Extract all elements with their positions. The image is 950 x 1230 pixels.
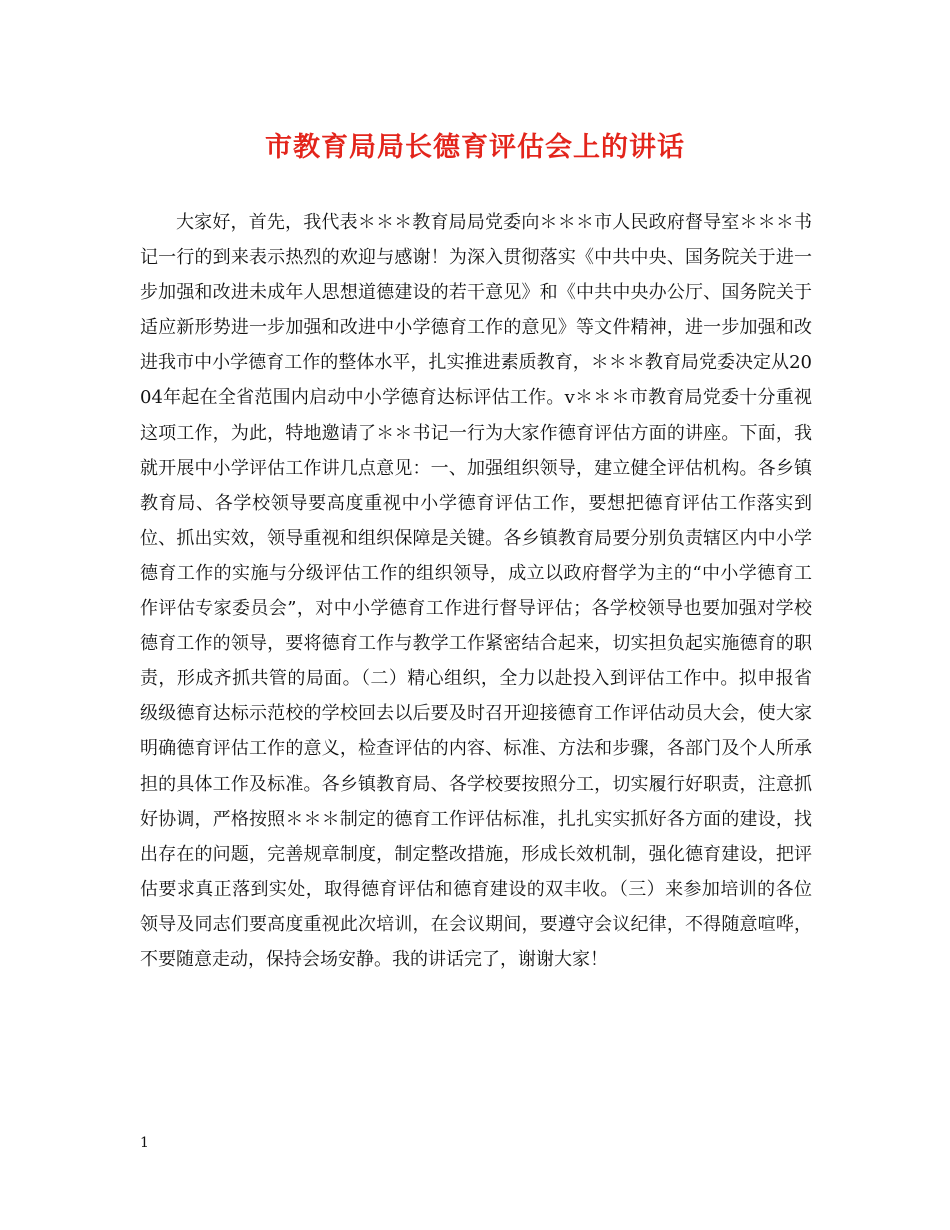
document-title: 市教育局局长德育评估会上的讲话 — [265, 132, 685, 163]
page-number: 1 — [140, 1135, 149, 1151]
document-body-paragraph: 大家好，首先，我代表＊＊＊教育局局党委向＊＊＊市人民政府督导室＊＊＊书记一行的到来表示热烈的欢迎与感谢！为深入贯彻落实《中共中央、国务院关于进一步加强和改进未成年人思想道德建设的若干意见》和《中共中央办公厅、国务院关于适应新形势进一步加强和改进中小学德育工作的意见》等文件精神，进一步加强和改进我市中小学德育工作的整体水平，扎实推进素质教育，＊＊＊教育局党委决定从2004年起在全省范围内启动中小学德育达标评估工作。v＊＊＊市教育局党委十分重视这项工作，为此，特地邀请了＊＊书记一行为大家作德育评估方面的讲座。下面，我就开展中小学评估工作讲几点意见：一、加强组织领导，建立健全评估机构。各乡镇教育局、各学校领导要高度重视中小学德育评估工作，要想把德育评估工作落实到位、抓出实效，领导重视和组织保障是关键。各乡镇教育局要分别负责辖区内中小学德育工作的实施与分级评估工作的组织领导，成立以政府督学为主的“中小学德育工作评估专家委员会”，对中小学德育工作进行督导评估；各学校领导也要加强对学校德育工作的领导，要将德育工作与教学工作紧密结合起来，切实担负起实施德育的职责，形成齐抓共管的局面。（二）精心组织，全力以赴投入到评估工作中。拟申报省级级德育达标示范校的学校回去以后要及时召开迎接德育工作评估动员大会，使大家明确德育评估工作的意义，检查评估的内容、标准、方法和步骤，各部门及个人所承担的具体工作及标准。各乡镇教育局、各学校要按照分工，切实履行好职责，注意抓好协调，严格按照＊＊＊制定的德育工作评估标准，扎扎实实抓好各方面的建设，找出存在的问题，完善规章制度，制定整改措施，形成长效机制，强化德育建设，把评估要求真正落到实处，取得德育评估和德育建设的双丰收。（三）来参加培训的各位领导及同志们要高度重视此次培训，在会议期间，要遵守会议纪律，不得随意喧哗，不要随意走动，保持会场安静。我的讲话完了，谢谢大家！ — [140, 212, 812, 970]
